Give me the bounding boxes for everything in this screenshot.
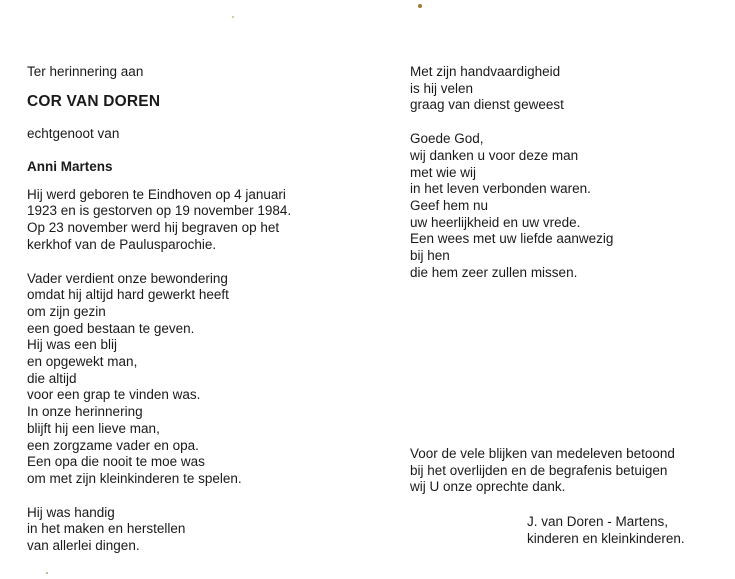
- intro-text: Ter herinnering aan: [27, 64, 144, 79]
- bio-line: 1923 en is gestorven op 19 november 1984.: [27, 203, 292, 219]
- thanks-line: bij het overlijden en de begrafenis betuigen: [410, 462, 668, 478]
- spouse-name: Anni Martens: [27, 158, 113, 174]
- relation-text: echtgenoot van: [27, 125, 120, 141]
- deceased-name: COR VAN DOREN: [27, 92, 161, 110]
- poem-line: die altijd: [27, 370, 77, 386]
- handiwork-verse: [410, 64, 720, 114]
- right-column: [410, 64, 720, 281]
- prayer-line: die hem zeer zullen missen.: [410, 264, 578, 280]
- prayer-line: Geef hem nu: [410, 197, 489, 213]
- print-speck: [418, 4, 422, 8]
- prayer: [410, 131, 720, 281]
- closing-verse: [27, 505, 357, 555]
- tribute-poem: [27, 271, 357, 488]
- poem-line: om zijn gezin: [27, 303, 106, 319]
- prayer-line: uw heerlijkheid en uw vrede.: [410, 214, 581, 230]
- bio-line: Hij werd geboren te Eindhoven op 4 januari: [27, 186, 286, 202]
- poem-line: In onze herinnering: [27, 404, 143, 420]
- closing-line: Hij was handig: [27, 504, 115, 520]
- signature-line: J. van Doren - Martens,: [527, 514, 669, 529]
- poem-line: omdat hij altijd hard gewerkt heeft: [27, 287, 229, 303]
- print-speck: [232, 16, 234, 18]
- prayer-line: bij hen: [410, 248, 450, 264]
- thank-you-note: [410, 446, 730, 496]
- poem-line: blijft hij een lieve man,: [27, 420, 160, 436]
- thanks-line: wij U onze oprechte dank.: [410, 479, 566, 495]
- closing-line: van allerlei dingen.: [27, 538, 140, 554]
- bio-line: kerkhof van de Paulusparochie.: [27, 236, 217, 252]
- prayer-line: Een wees met uw liefde aanwezig: [410, 231, 614, 247]
- verse-line: Met zijn handvaardigheid: [410, 64, 561, 79]
- poem-line: een zorgzame vader en opa.: [27, 437, 199, 453]
- poem-line: voor een grap te vinden was.: [27, 387, 201, 403]
- poem-line: Hij was een blij: [27, 337, 118, 353]
- biography: [27, 187, 357, 254]
- poem-line: Een opa die nooit te moe was: [27, 454, 205, 470]
- poem-line: om met zijn kleinkinderen te spelen.: [27, 470, 242, 486]
- prayer-line: in het leven verbonden waren.: [410, 181, 591, 197]
- print-speck: [46, 572, 48, 574]
- prayer-line: met wie wij: [410, 164, 477, 180]
- prayer-line: wij danken u voor deze man: [410, 147, 579, 163]
- left-column: [27, 64, 357, 555]
- signature-line: kinderen en kleinkinderen.: [527, 530, 685, 546]
- verse-line: graag van dienst geweest: [410, 97, 564, 113]
- closing-line: in het maken en herstellen: [27, 521, 186, 537]
- poem-line: en opgewekt man,: [27, 354, 138, 370]
- thanks-line: Voor de vele blijken van medeleven betoond: [410, 446, 675, 461]
- prayer-line: Goede God,: [410, 131, 484, 147]
- verse-line: is hij velen: [410, 80, 474, 96]
- poem-line: Vader verdient onze bewondering: [27, 270, 228, 286]
- family-signature: [527, 514, 727, 547]
- bio-line: Op 23 november werd hij begraven op het: [27, 220, 280, 236]
- poem-line: een goed bestaan te geven.: [27, 320, 195, 336]
